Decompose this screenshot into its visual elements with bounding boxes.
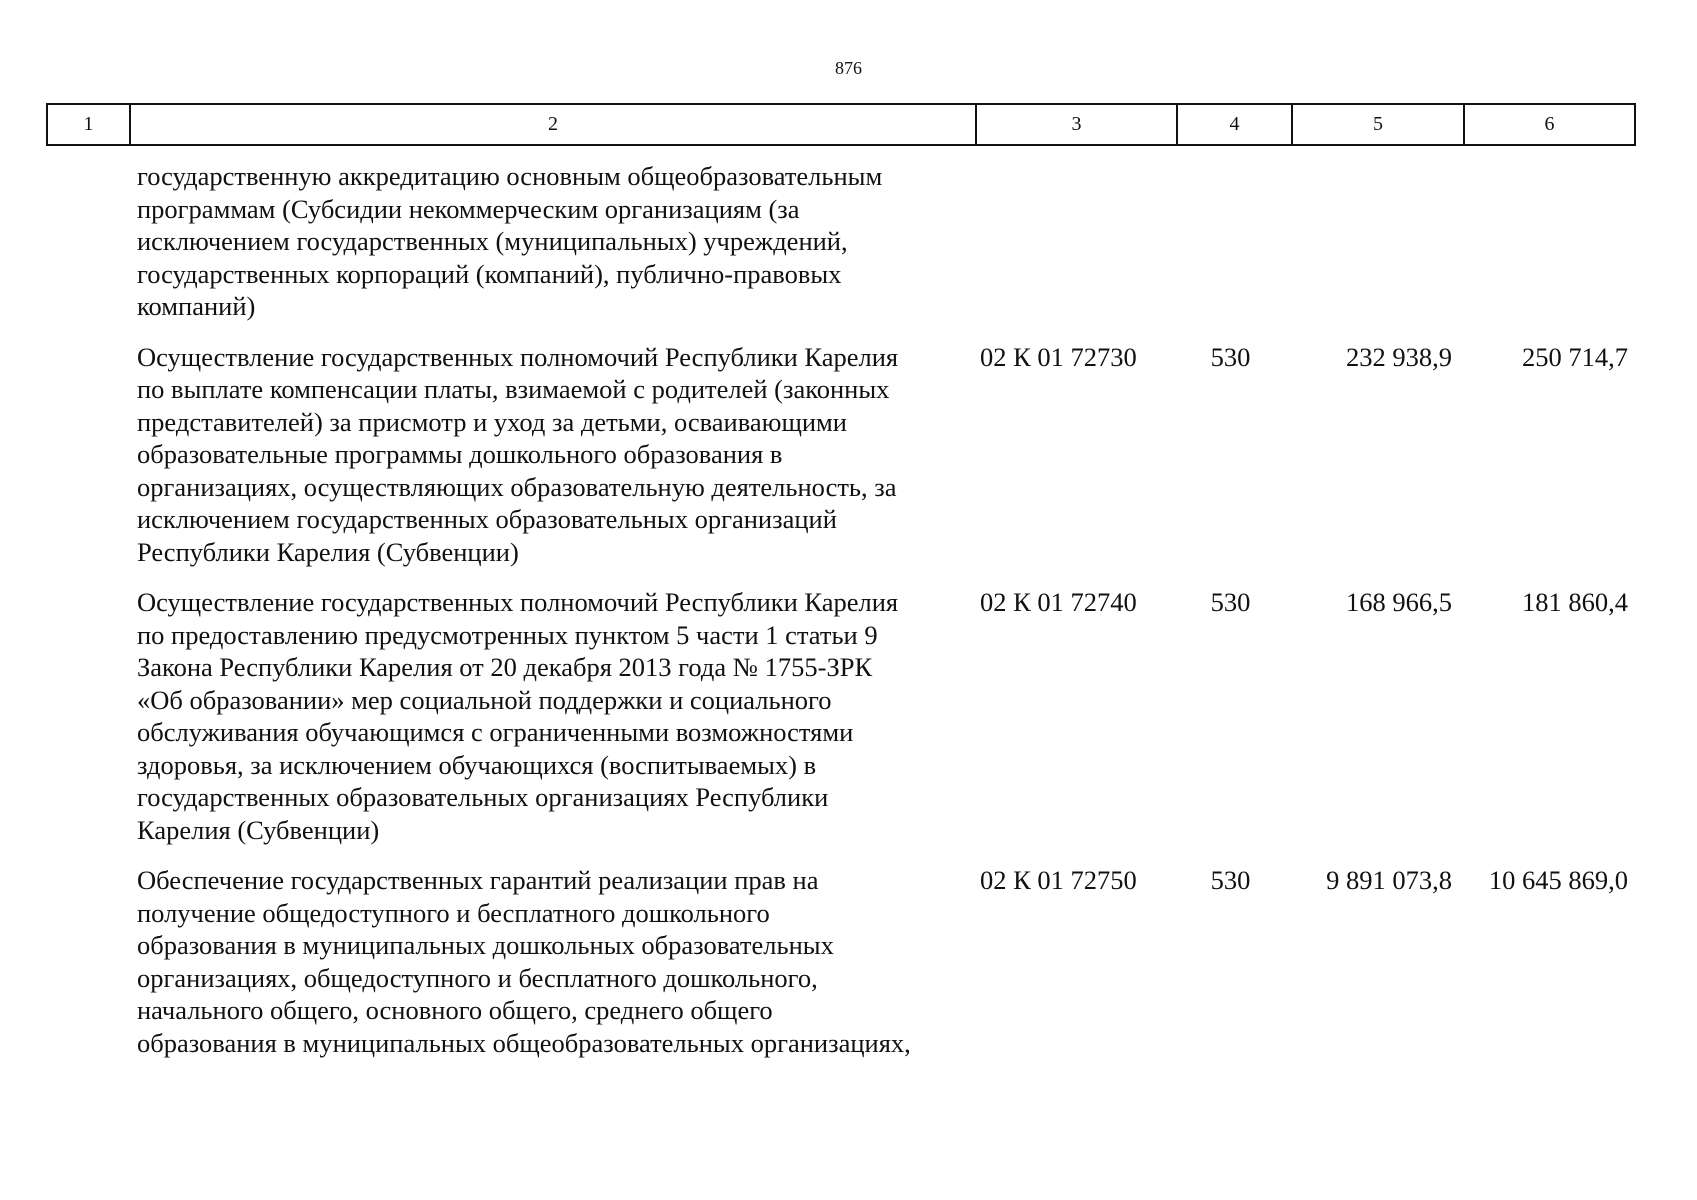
row-amount-year-2: 181 860,4 bbox=[1522, 587, 1628, 617]
row-code: 02 К 01 72730 bbox=[980, 341, 1137, 372]
row-amount-year-2: 10 645 869,0 bbox=[1488, 865, 1628, 895]
table-row bbox=[46, 160, 1636, 323]
page-number: 876 bbox=[835, 58, 862, 78]
row-expense-type: 530 bbox=[1210, 341, 1251, 372]
header-col-4: 4 bbox=[1178, 105, 1293, 144]
row-amount-year-2: 250 714,7 bbox=[1522, 341, 1628, 372]
header-col-1: 1 bbox=[48, 105, 131, 144]
row-amount-year-1: 168 966,5 bbox=[1346, 587, 1452, 617]
table-row bbox=[46, 341, 1636, 569]
row-description: Осуществление государственных полномочий Республики Карелия по предоставлению предусмотренных пунктом 5 части 1 статьи 9 Закона Республики Карелия от 20 декабря 2013 года № 1755-ЗРК «Об образовании» мер социальной поддержки и социального обслуживания обучающимся с ограниченными возможностями здоровья, за исключением обучающихся (воспитываемых) в государственных образовательных организациях Республики Карелия (Субвенции) bbox=[137, 587, 899, 845]
header-col-3: 3 bbox=[977, 105, 1178, 144]
header-col-6: 6 bbox=[1544, 113, 1555, 135]
row-code: 02 К 01 72740 bbox=[980, 587, 1137, 617]
row-code: 02 К 01 72750 bbox=[980, 865, 1137, 895]
row-amount-year-1: 232 938,9 bbox=[1346, 341, 1452, 372]
table-row bbox=[46, 586, 1636, 846]
row-description: Осуществление государственных полномочий Республики Карелия по выплате компенсации платы, взимаемой с родителей (законных представителей) за присмотр и уход за детьми, осваивающими образовательные программы дошкольного образования в организациях, осуществляющих образовательную деятельность, за исключением государственных образовательных организаций Республики Карелия (Субвенции) bbox=[137, 341, 899, 567]
row-expense-type: 530 bbox=[1210, 865, 1251, 895]
row-expense-type: 530 bbox=[1210, 587, 1251, 617]
row-amount-year-1: 9 891 073,8 bbox=[1326, 865, 1452, 895]
header-col-5: 5 bbox=[1293, 105, 1465, 144]
table-header bbox=[46, 103, 1636, 146]
table-body bbox=[46, 160, 1636, 1077]
row-description: Обеспечение государственных гарантий реализации прав на получение общедоступного и бесплатного дошкольного образования в муниципальных дошкольных образовательных организациях, общедоступного и бесплатного дошкольного, начального общего, основного общего, среднего общего образования в муниципальных общеобразовательных организациях, bbox=[137, 865, 911, 1058]
table-row bbox=[46, 864, 1636, 1059]
row-description: государственную аккредитацию основным общеобразовательным программам (Субсидии некоммерческим организациям (за исключением государственных (муниципальных) учреждений, государственных корпораций (компаний), публично-правовых компаний) bbox=[137, 161, 883, 321]
header-col-2: 2 bbox=[131, 105, 977, 144]
